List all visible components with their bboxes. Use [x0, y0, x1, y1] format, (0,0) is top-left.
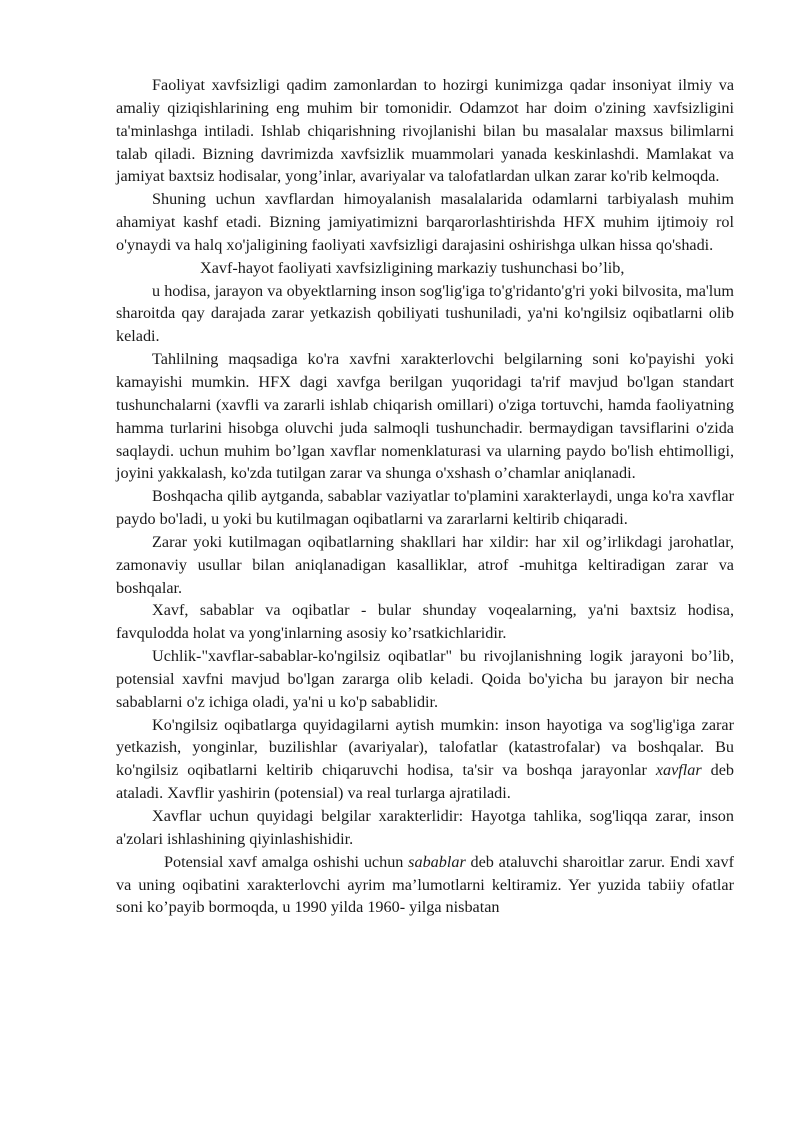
paragraph-8: Xavf, sabablar va oqibatlar - bular shunday voqealarning, ya'ni baxtsiz hodisa, favqulodda holat va yong'inlarning asosiy ko’rsatkichlaridir.: [116, 601, 734, 643]
paragraph-6: Boshqacha qilib aytganda, sabablar vaziyatlar to'plamini xarakterlaydi, unga ko'ra xavflar paydo bo'ladi, u yoki bu kutilmagan oqibatlarni va zararlarni keltirib chiqaradi.: [116, 487, 734, 529]
paragraph-12-emphasis: sabablar: [408, 852, 466, 871]
paragraph-4: u hodisa, jarayon va obyektlarning inson sog'lig'iga to'g'ridanto'g'ri yoki bilvosita, ma'lum sharoitda qay darajada zarar yetkazish qobiliyati tushuniladi, ya'ni ko'ngilsiz oqibatlarni olib keladi.: [116, 281, 734, 346]
paragraph-10-before: Ko'ngilsiz oqibatlarga quyidagilarni aytish mumkin: inson hayotiga va sog'lig'iga zarar yetkazish, yonginlar, buzilishlar (avariyalar), talofatlar (katastrofalar) va boshqalar. Bu ko'ngilsiz oqibatlarni keltirib chiqaruvchi hodisa, ta'sir va boshqa jarayonlar: [116, 715, 734, 780]
paragraph-3: Xavf-hayot faoliyati xavfsizligining markaziy tushunchasi bo’lib,: [200, 258, 625, 277]
paragraph-2: Shuning uchun xavflardan himoyalanish masalalarida odamlarni tarbiyalash muhim ahamiyat kashf etadi. Bizning jamiyatimizni barqarorlashtirishda HFX muhim ijtimoiy rol o'ynaydi va halq xo'jaligining faoliyati xavfsizligi darajasini oshirishga ulkan hissa qo'shadi.: [116, 190, 734, 254]
paragraph-12: [116, 851, 734, 920]
paragraph-10-after: deb ataladi. Xavflir yashirin (potensial) va real turlarga ajratiladi.: [116, 761, 734, 803]
paragraph-12-after: deb ataluvchi sharoitlar zarur. Endi xavf va uning oqibatini xarakterlovchi ayrim ma’lumotlarni keltiramiz. Yer yuzida tabiiy ofatlar soni ko’payib bormoqda, u 1990 yilda 1960- yilga nisbatan: [116, 852, 734, 917]
paragraph-10-emphasis: xavflar: [655, 761, 702, 780]
paragraph-1: Faoliyat xavfsizligi qadim zamonlardan to hozirgi kunimizga qadar insoniyat ilmiy va amaliy qiziqishlarining eng muhim bir tomonidir. Odamzot har doim o'zining xavfsizligini ta'minlashga intiladi. Ishlab chiqarishning rivojlanishi bilan bu masalalar maxsus bilimlarni talab qiladi. Bizning davrimizda xavfsizlik muammolari yanada keskinlashdi. Mamlakat va jamiyat baxtsiz hodisalar, yong’inlar, avariyalar va talofatlardan ulkan zarar ko'rib kelmoqda.: [116, 76, 734, 186]
document-body: [116, 74, 734, 919]
paragraph-12-before: Potensial xavf amalga oshishi uchun: [164, 852, 409, 871]
paragraph-7: Zarar yoki kutilmagan oqibatlarning shakllari har xildir: har xil og’irlikdagi jarohatlar, zamonaviy usullar bilan aniqlanadigan kasalliklar, atrof -muhitga keltiradigan zarar va boshqalar.: [116, 532, 734, 597]
paragraph-5: Tahlilning maqsadiga ko'ra xavfni xarakterlovchi belgilarning soni ko'payishi yoki kamayishi mumkin. HFX dagi xavfga berilgan yuqoridagi ta'rif mavjud bo'lgan standart tushunchalarni (xavfli va zararli ishlab chiqarish omillari) o'ziga tortuvchi, hamda faoliyatning hamma turlarini hisobga oluvchi juda salmoqli tushunchadir. bermaydigan tavsiflarini o'zida saqlaydi. uchun muhim bo’lgan xavflar nomenklaturasi va ularning paydo bo'lish ehtimolligi, joyini yakkalash, ko'zda tutilgan zarar va shunga o'xshash o’chamlar aniqlanadi.: [116, 350, 734, 483]
paragraph-10: [116, 714, 734, 805]
paragraph-11: Xavflar uchun quyidagi belgilar xarakterlidir: Hayotga tahlika, sog'liqqa zarar, inson a'zolari ishlashining qiyinlashishidir.: [116, 807, 734, 848]
paragraph-9: Uchlik-"xavflar-sabablar-ko'ngilsiz oqibatlar" bu rivojlanishning logik jarayoni bo’lib, potensial xavfni mavjud bo'lgan zararga olib keladi. Qoida bo'yicha bu jarayon bir necha sabablarni o'z ichiga oladi, ya'ni u ko'p sabablidir.: [116, 647, 734, 711]
